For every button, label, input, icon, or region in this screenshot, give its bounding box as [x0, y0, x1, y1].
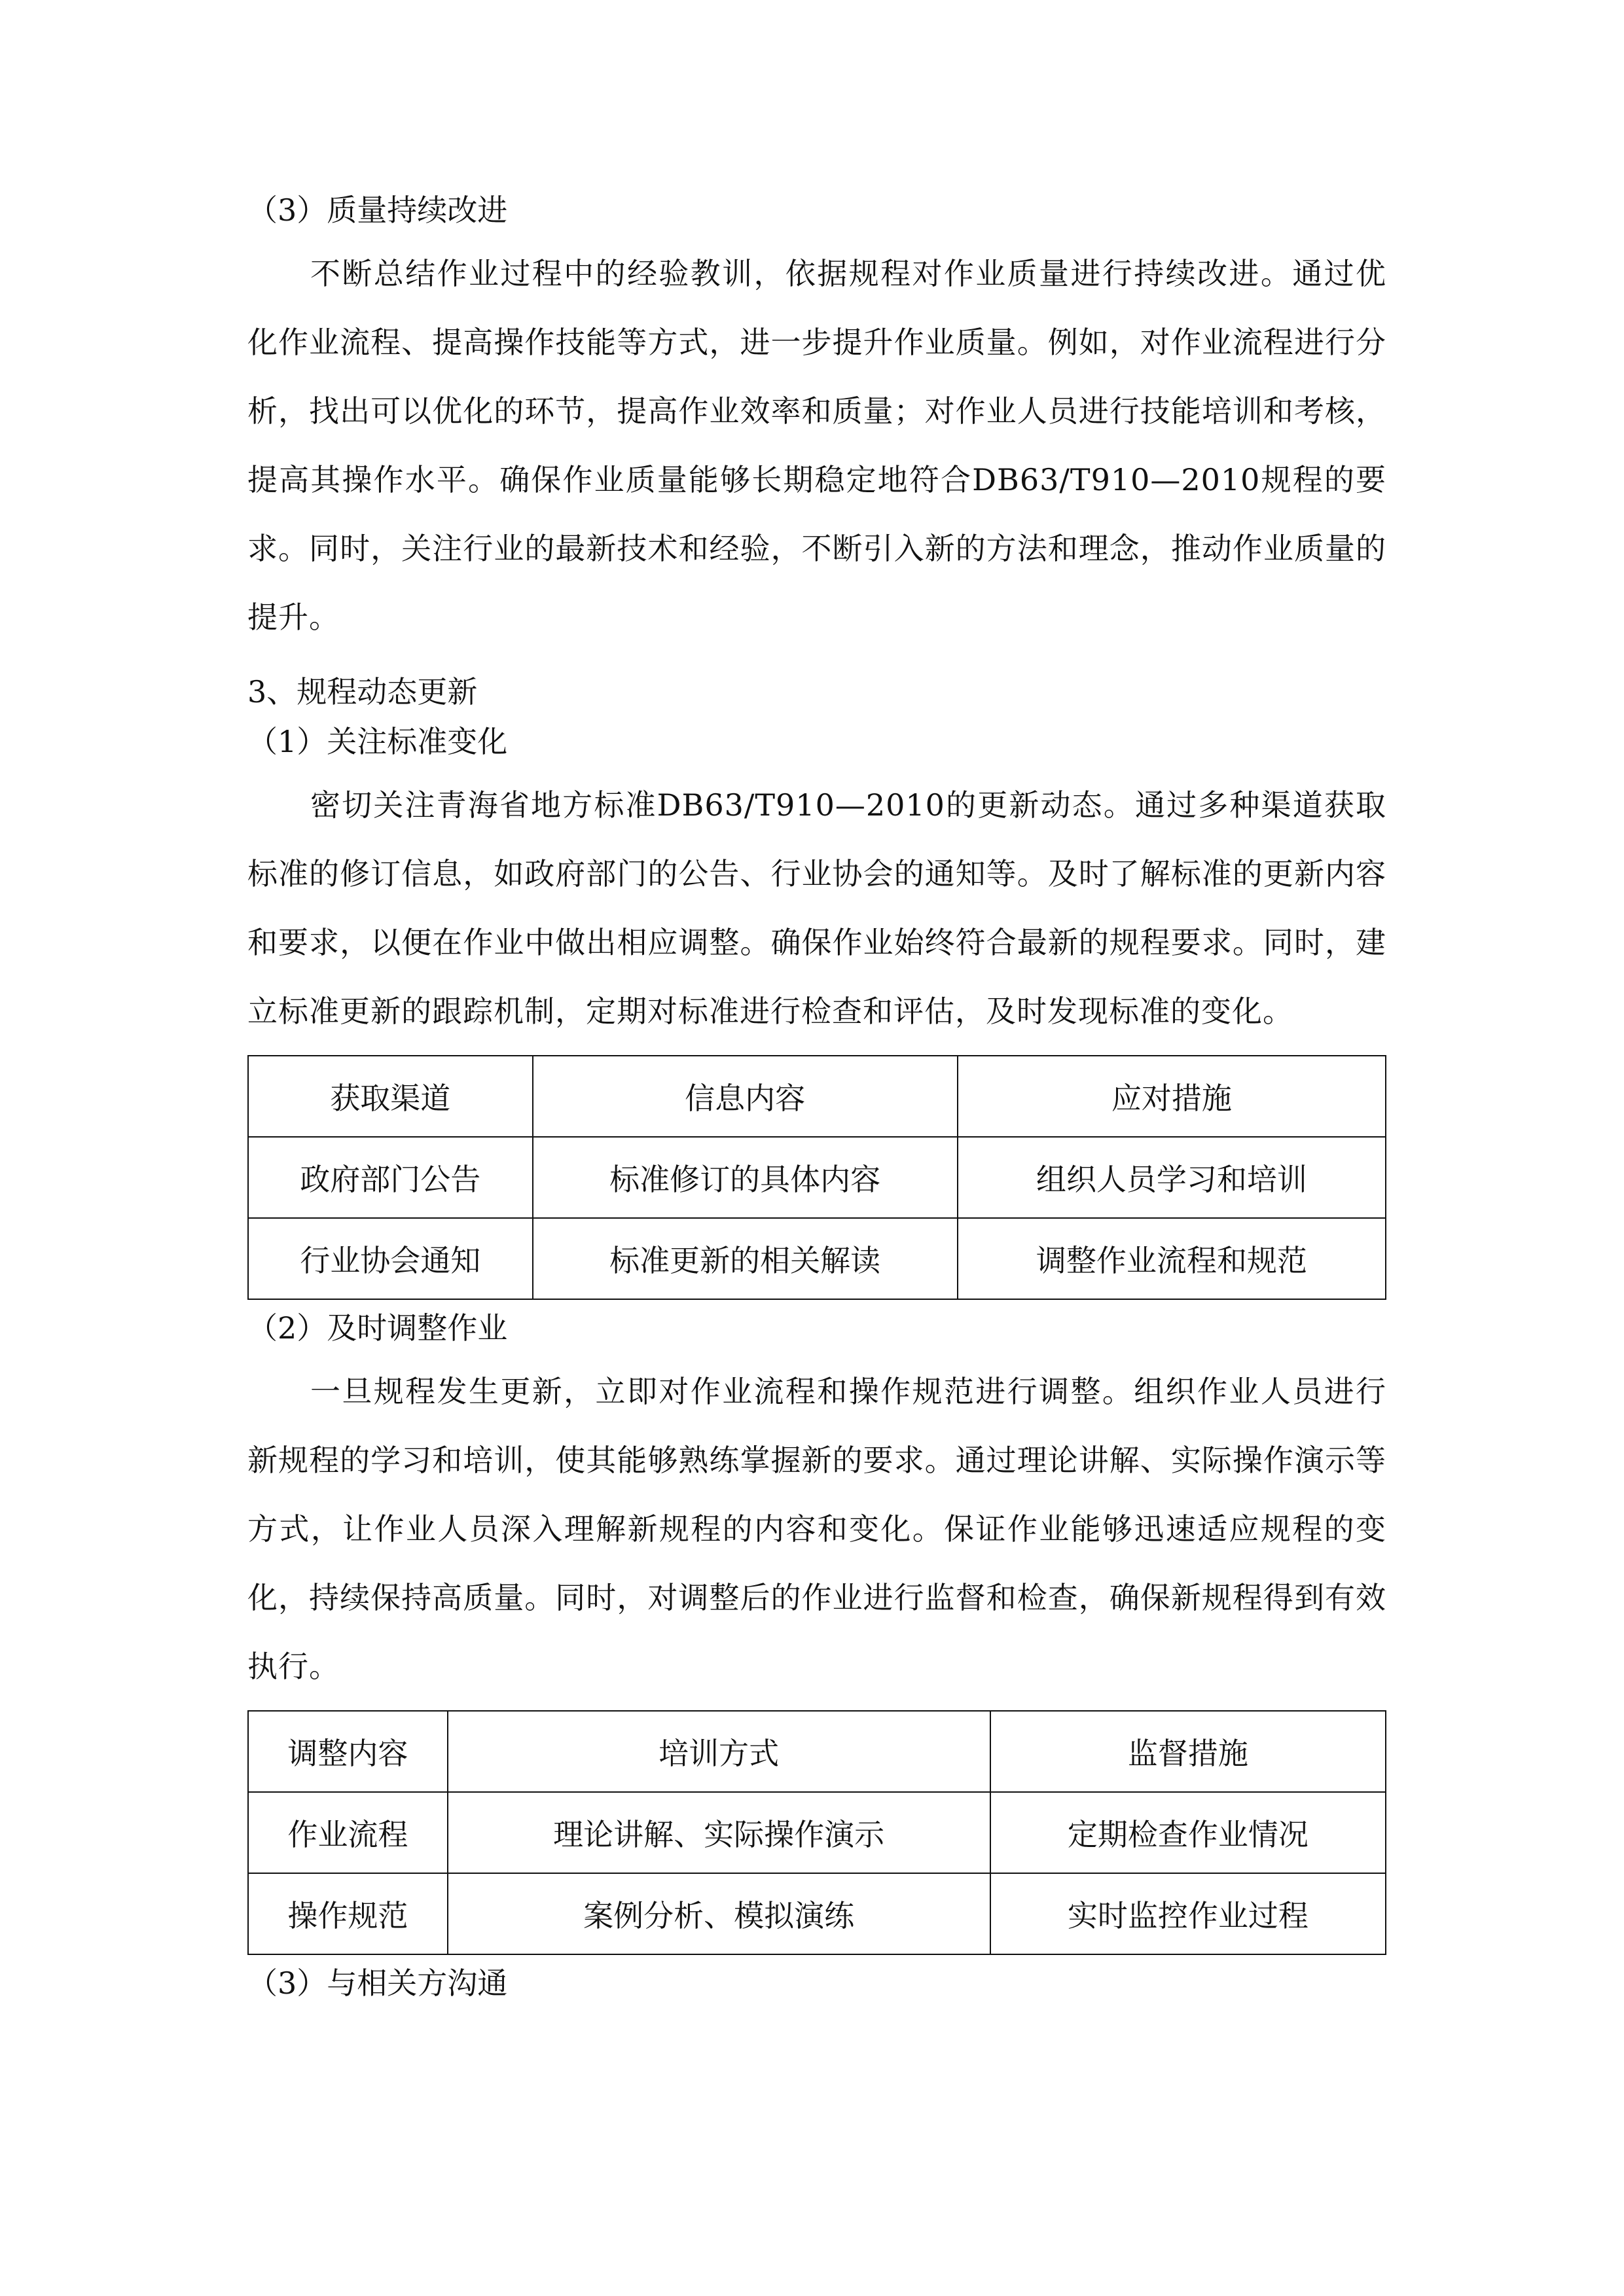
table-cell: 调整作业流程和规范 — [958, 1218, 1386, 1299]
section-heading-track-standards: （1）关注标准变化 — [247, 724, 508, 759]
table-header-row — [248, 1711, 1386, 1792]
section-heading-quality-improvement: （3）质量持续改进 — [247, 192, 508, 228]
table-cell: 标准修订的具体内容 — [533, 1137, 958, 1218]
table-header-cell: 培训方式 — [448, 1711, 990, 1792]
table-header-row — [248, 1056, 1386, 1137]
document-content — [247, 190, 1386, 2013]
paragraph-adjust-work: 一旦规程发生更新，立即对作业流程和操作规范进行调整。组织作业人员进行新规程的学习和培训，使其能够熟练掌握新的要求。通过理论讲解、实际操作演示等方式，让作业人员深入理解新规程的内容和变化。保证作业能够迅速适应规程的变化，持续保持高质量。同时，对调整后的作业进行监督和检查，确保新规程得到有效执行。 — [247, 1374, 1386, 1684]
table-header-cell: 应对措施 — [958, 1056, 1386, 1137]
paragraph-quality-improvement: 不断总结作业过程中的经验教训，依据规程对作业质量进行持续改进。通过优化作业流程、提高操作技能等方式，进一步提升作业质量。例如，对作业流程进行分析，找出可以优化的环节，提高作业效率和质量；对作业人员进行技能培训和考核，提高其操作水平。确保作业质量能够长期稳定地符合DB63/T910—2010规程的要求。同时，关注行业的最新技术和经验，不断引入新的方法和理念，推动作业质量的提升。 — [247, 256, 1386, 635]
table-cell: 组织人员学习和培训 — [958, 1137, 1386, 1218]
table-row — [248, 1218, 1386, 1299]
table-cell: 操作规范 — [248, 1873, 448, 1954]
table-header-cell: 调整内容 — [248, 1711, 448, 1792]
table-header-cell: 监督措施 — [990, 1711, 1386, 1792]
section-heading-adjust-work: （2）及时调整作业 — [247, 1310, 508, 1346]
table-cell: 理论讲解、实际操作演示 — [448, 1792, 990, 1873]
table-row — [248, 1137, 1386, 1218]
standards-channel-table — [247, 1055, 1386, 1300]
paragraph-track-standards: 密切关注青海省地方标准DB63/T910—2010的更新动态。通过多种渠道获取标准的修订信息，如政府部门的公告、行业协会的通知等。及时了解标准的更新内容和要求，以便在作业中做出相应调整。确保作业始终符合最新的规程要求。同时，建立标准更新的跟踪机制，定期对标准进行检查和评估，及时发现标准的变化。 — [247, 787, 1386, 1029]
table-cell: 政府部门公告 — [248, 1137, 533, 1218]
table-cell: 行业协会通知 — [248, 1218, 533, 1299]
table-cell: 案例分析、模拟演练 — [448, 1873, 990, 1954]
table-cell: 作业流程 — [248, 1792, 448, 1873]
section-heading-communicate: （3）与相关方沟通 — [247, 1965, 508, 2001]
table-cell: 定期检查作业情况 — [990, 1792, 1386, 1873]
table-row — [248, 1792, 1386, 1873]
adjustment-training-table — [247, 1710, 1386, 1955]
table-header-cell: 获取渠道 — [248, 1056, 533, 1137]
table-header-cell: 信息内容 — [533, 1056, 958, 1137]
section-heading-dynamic-update: 3、规程动态更新 — [247, 674, 478, 709]
table-cell: 实时监控作业过程 — [990, 1873, 1386, 1954]
table-cell: 标准更新的相关解读 — [533, 1218, 958, 1299]
table-row — [248, 1873, 1386, 1954]
